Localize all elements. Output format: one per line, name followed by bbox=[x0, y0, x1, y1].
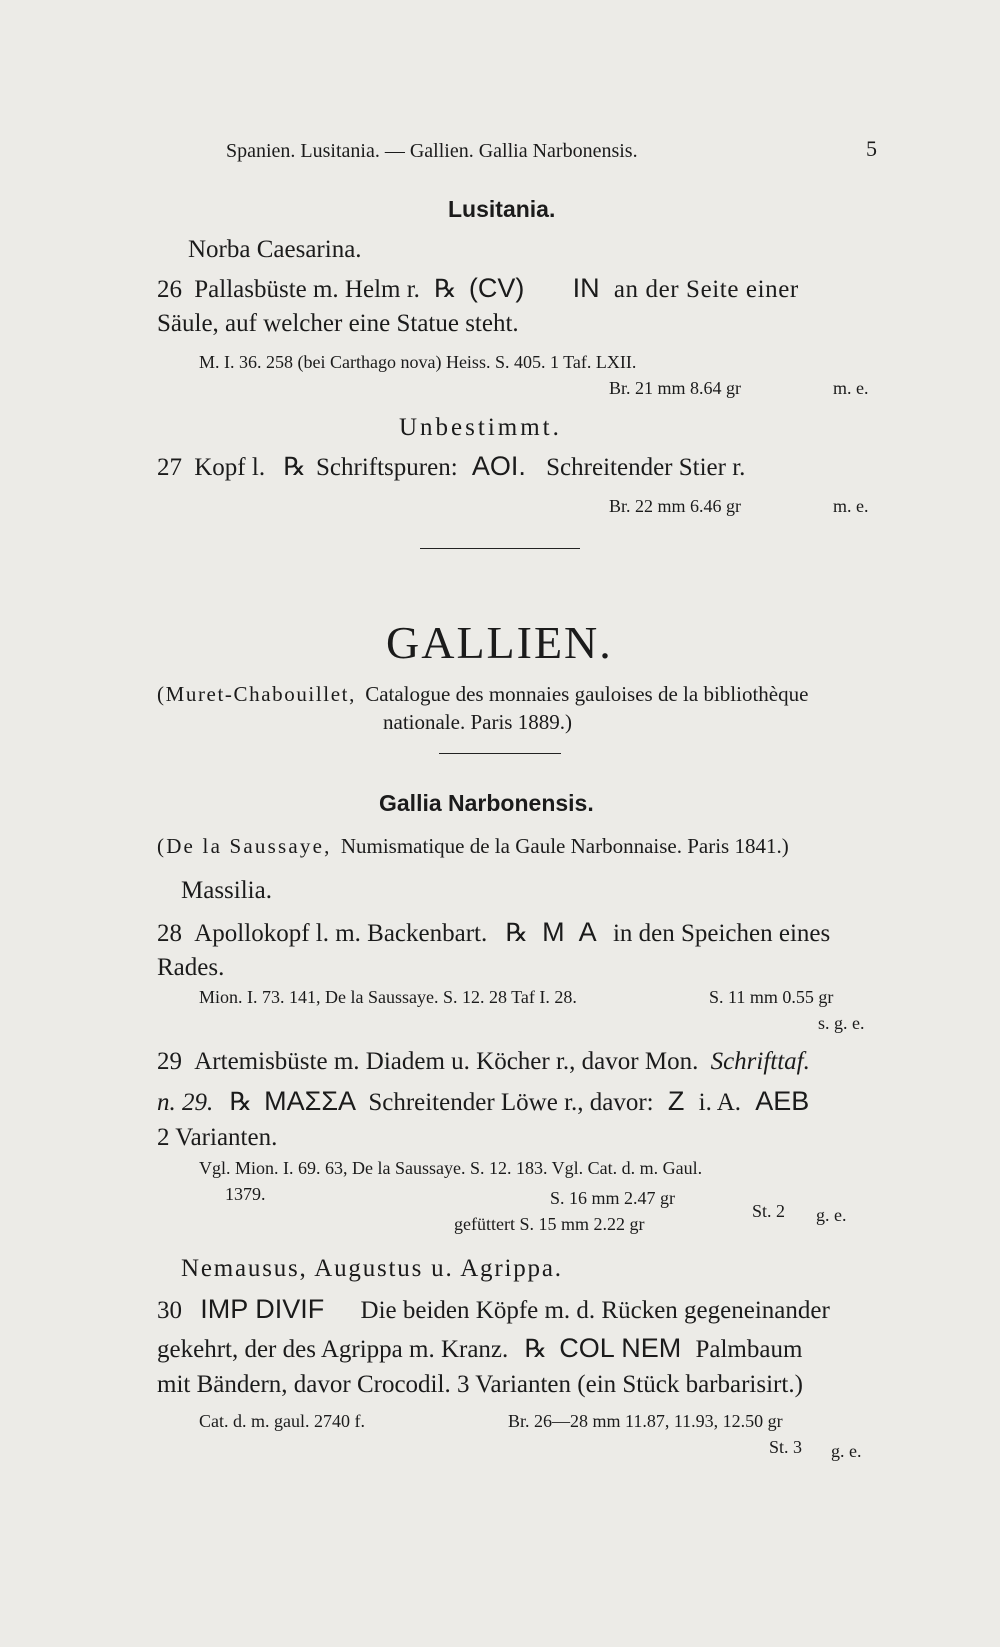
entry-29-line-2: n. 29. ℞ ΜΑΣΣΑ Schreitender Löwe r., davor: Z i. A. AEB bbox=[157, 1086, 810, 1116]
entry-number: 30 bbox=[157, 1297, 182, 1324]
coin-legend: AOI. bbox=[471, 451, 526, 481]
entry-27-grade: m. e. bbox=[833, 496, 869, 516]
entry-29-line-3: 2 Varianten. bbox=[157, 1124, 278, 1151]
entry-29-metal-weight-1: S. 16 mm 2.47 gr bbox=[550, 1188, 676, 1208]
entry-26-reference: M. I. 36. 258 (bei Carthago nova) Heiss. S. 405. 1 Taf. LXII. bbox=[199, 352, 637, 372]
entry-30-reference: Cat. d. m. gaul. 2740 f. bbox=[199, 1411, 365, 1431]
entry-26-line-1: 26 Pallasbüste m. Helm r. ℞ (CV) IN an der Seite einer bbox=[157, 273, 799, 303]
entry-27-metal-weight: Br. 22 mm 6.46 gr bbox=[609, 496, 742, 516]
entry-28-grade: s. g. e. bbox=[818, 1013, 865, 1033]
gallien-source-line-2: nationale. Paris 1889.) bbox=[383, 710, 572, 734]
entry-number: 29 bbox=[157, 1048, 182, 1075]
entry-27-line-1: 27 Kopf l. ℞ Schriftspuren: AOI. Schreitender Stier r. bbox=[157, 451, 746, 481]
place-nemausus: Nemausus, Augustus u. Agrippa. bbox=[181, 1255, 563, 1282]
section-heading-gallia-narbonensis: Gallia Narbonensis. bbox=[379, 790, 594, 816]
narbonensis-source: (De la Saussaye, Numismatique de la Gaule Narbonnaise. Paris 1841.) bbox=[157, 834, 789, 858]
entry-30-line-2: gekehrt, der des Agrippa m. Kranz. ℞ COL NEM Palmbaum bbox=[157, 1333, 803, 1363]
entry-29-line-1: 29 Artemisbüste m. Diadem u. Köcher r., davor Mon. Schrifttaf. bbox=[157, 1048, 810, 1075]
entry-30-grade: g. e. bbox=[831, 1441, 862, 1461]
coin-legend: COL NEM bbox=[559, 1333, 682, 1363]
entry-28-reference: Mion. I. 73. 141, De la Saussaye. S. 12. 28 Taf I. 28. bbox=[199, 987, 577, 1007]
entry-29-grade: g. e. bbox=[816, 1205, 847, 1225]
source-author: (Muret-Chabouillet, bbox=[157, 682, 356, 706]
entry-29-reference-cont: 1379. bbox=[225, 1184, 266, 1204]
entry-29-count: St. 2 bbox=[752, 1201, 786, 1221]
entry-number: 26 bbox=[157, 276, 182, 303]
page-number: 5 bbox=[866, 136, 877, 161]
entry-30-count: St. 3 bbox=[769, 1437, 803, 1457]
entry-29-metal-weight-2: gefüttert S. 15 mm 2.22 gr bbox=[454, 1214, 645, 1234]
reverse-symbol: ℞ bbox=[283, 452, 306, 481]
entry-number: 28 bbox=[157, 920, 182, 947]
section-divider bbox=[439, 753, 561, 754]
running-head-title: Spanien. Lusitania. — Gallien. Gallia Narbonensis. bbox=[226, 140, 638, 162]
reverse-symbol: ℞ bbox=[434, 274, 457, 303]
entry-30-line-3: mit Bändern, davor Crocodil. 3 Varianten (ein Stück barbarisirt.) bbox=[157, 1371, 803, 1398]
gallien-source-line-1: (Muret-Chabouillet, Catalogue des monnaies gauloises de la bibliothèque bbox=[157, 682, 809, 706]
source-author: (De la Saussaye, bbox=[157, 834, 332, 858]
entry-26-grade: m. e. bbox=[833, 378, 869, 398]
coin-legend: Z bbox=[667, 1086, 685, 1116]
entry-28-line-1: 28 Apollokopf l. m. Backenbart. ℞ M A in den Speichen eines bbox=[157, 917, 831, 947]
entry-number: 27 bbox=[157, 454, 182, 481]
coin-legend: M A bbox=[542, 917, 601, 947]
coin-legend: IMP DIVIF bbox=[200, 1294, 325, 1324]
coin-legend: ΜΑΣΣΑ bbox=[264, 1086, 357, 1116]
entry-30-line-1: 30 IMP DIVIF Die beiden Köpfe m. d. Rücken gegeneinander bbox=[157, 1294, 830, 1324]
place-norba-caesarina: Norba Caesarina. bbox=[188, 236, 362, 263]
reverse-symbol: ℞ bbox=[505, 918, 528, 947]
entry-29-reference: Vgl. Mion. I. 69. 63, De la Saussaye. S. 12. 183. Vgl. Cat. d. m. Gaul. bbox=[199, 1158, 703, 1178]
entry-26-line-2: Säule, auf welcher eine Statue steht. bbox=[157, 310, 519, 337]
entry-28-metal-weight: S. 11 mm 0.55 gr bbox=[709, 987, 834, 1007]
place-massilia: Massilia. bbox=[181, 877, 272, 904]
entry-28-line-2: Rades. bbox=[157, 954, 225, 981]
place-unbestimmt: Unbestimmt. bbox=[399, 414, 562, 441]
coin-legend: AEB bbox=[755, 1086, 810, 1116]
coin-legend: (CV) bbox=[468, 273, 525, 303]
entry-26-metal-weight: Br. 21 mm 8.64 gr bbox=[609, 378, 742, 398]
reverse-symbol: ℞ bbox=[229, 1087, 252, 1116]
section-divider bbox=[420, 548, 580, 549]
section-heading-gallien: GALLIEN. bbox=[386, 617, 613, 668]
entry-30-metal-weight: Br. 26—28 mm 11.87, 11.93, 12.50 gr bbox=[508, 1411, 783, 1431]
reverse-symbol: ℞ bbox=[524, 1334, 547, 1363]
coin-legend: IN bbox=[572, 273, 600, 303]
section-heading-lusitania: Lusitania. bbox=[448, 196, 556, 222]
